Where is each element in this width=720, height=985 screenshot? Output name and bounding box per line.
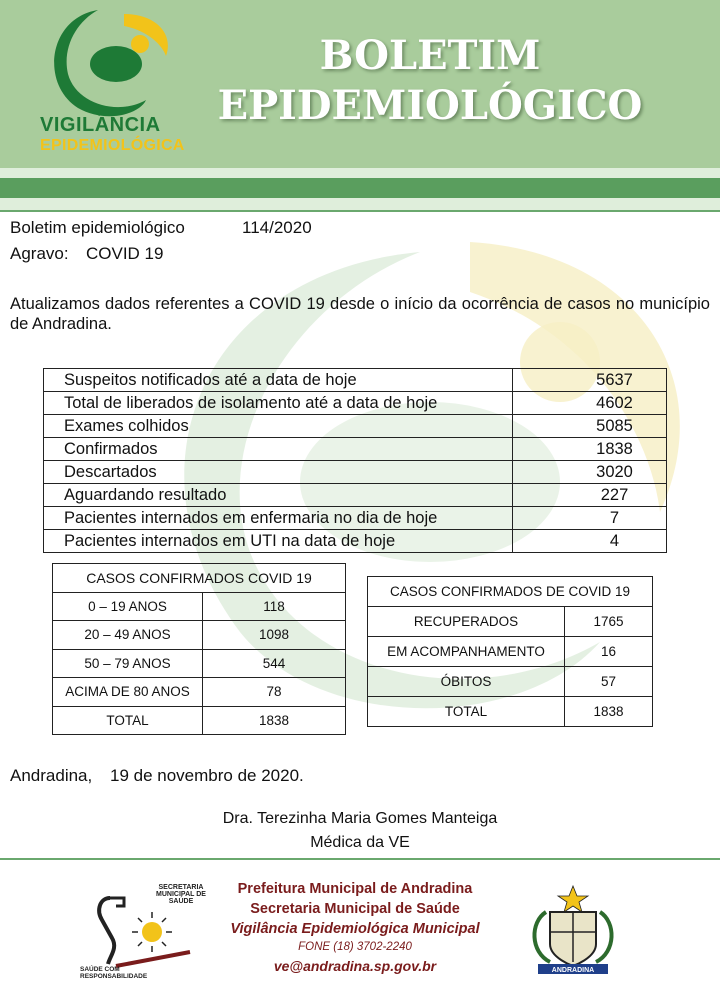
age-row	[53, 706, 346, 735]
summary-table	[43, 368, 667, 553]
summary-row	[44, 507, 667, 530]
age-label: 20 – 49 ANOS	[53, 621, 203, 650]
age-value: 118	[203, 592, 346, 621]
header	[0, 0, 720, 168]
footer	[0, 862, 720, 985]
age-label: TOTAL	[53, 706, 203, 735]
summary-value: 4602	[513, 392, 667, 415]
age-table-header-row	[53, 564, 346, 593]
bulletin-number: 114/2020	[242, 218, 312, 237]
summary-value: 5637	[513, 369, 667, 392]
footer-email[interactable]: ve@andradina.sp.gov.br	[273, 958, 437, 974]
status-row	[368, 697, 653, 727]
age-table-header: CASOS CONFIRMADOS COVID 19	[53, 564, 346, 593]
summary-label: Exames colhidos	[44, 415, 513, 438]
status-label: TOTAL	[368, 697, 565, 727]
summary-row	[44, 438, 667, 461]
status-table-header-row	[368, 577, 653, 607]
status-row	[368, 607, 653, 637]
sec-logo-motto: SAÚDE COM RESPONSABILIDADE	[80, 966, 148, 980]
summary-row	[44, 392, 667, 415]
age-row	[53, 621, 346, 650]
age-table	[52, 563, 346, 735]
intro-paragraph: Atualizamos dados referentes a COVID 19 desde o início da ocorrência de casos no município de Andradina.	[10, 295, 710, 333]
summary-value: 3020	[513, 461, 667, 484]
age-value: 544	[203, 649, 346, 678]
summary-value: 227	[513, 484, 667, 507]
bulletin-body	[0, 210, 720, 860]
summary-row	[44, 530, 667, 553]
summary-row	[44, 484, 667, 507]
age-row	[53, 592, 346, 621]
title-line-2: EPIDEMIOLÓGICO	[217, 82, 643, 129]
footer-secretaria: Secretaria Municipal de Saúde	[250, 901, 460, 917]
summary-label: Pacientes internados em enfermaria no dia de hoje	[44, 507, 513, 530]
status-value: 57	[565, 667, 653, 697]
age-value: 1098	[203, 621, 346, 650]
status-value: 1838	[565, 697, 653, 727]
signer-role: Médica da VE	[310, 834, 410, 851]
logo-text-epidemiologica: EPIDEMIOLÓGICA	[40, 137, 185, 154]
status-row	[368, 667, 653, 697]
status-label: RECUPERADOS	[368, 607, 565, 637]
divider-band-dark	[0, 178, 720, 198]
summary-value: 5085	[513, 415, 667, 438]
summary-label: Aguardando resultado	[44, 484, 513, 507]
age-value: 1838	[203, 706, 346, 735]
status-table-header: CASOS CONFIRMADOS DE COVID 19	[368, 577, 653, 607]
agravo-value: COVID 19	[86, 244, 164, 263]
summary-row	[44, 369, 667, 392]
summary-label: Confirmados	[44, 438, 513, 461]
divider-band-light	[0, 168, 720, 178]
summary-row	[44, 461, 667, 484]
footer-phone: FONE (18) 3702-2240	[298, 941, 412, 953]
summary-label: Descartados	[44, 461, 513, 484]
summary-label: Total de liberados de isolamento até a data de hoje	[44, 392, 513, 415]
summary-value: 7	[513, 507, 667, 530]
logo-text-vigilancia: VIGILÂNCIA	[40, 114, 161, 136]
summary-label: Suspeitos notificados até a data de hoje	[44, 369, 513, 392]
sec-logo-title: SECRETARIA MUNICIPAL DE SAÚDE	[156, 884, 206, 905]
status-value: 16	[565, 637, 653, 667]
title-line-1: BOLETIM	[319, 32, 541, 79]
age-row	[53, 678, 346, 707]
age-label: 50 – 79 ANOS	[53, 649, 203, 678]
divider-band-light-2	[0, 198, 720, 210]
status-label: EM ACOMPANHAMENTO	[368, 637, 565, 667]
coat-of-arms-icon	[520, 882, 626, 978]
status-row	[368, 637, 653, 667]
agravo-label: Agravo:	[10, 244, 69, 263]
age-row	[53, 649, 346, 678]
closing-date: 19 de novembro de 2020.	[110, 766, 304, 785]
footer-vigilancia: Vigilância Epidemiológica Municipal	[230, 921, 480, 937]
summary-row	[44, 415, 667, 438]
age-label: 0 – 19 ANOS	[53, 592, 203, 621]
age-value: 78	[203, 678, 346, 707]
closing-place: Andradina,	[10, 766, 93, 785]
signer-name: Dra. Terezinha Maria Gomes Manteiga	[222, 810, 498, 827]
status-value: 1765	[565, 607, 653, 637]
summary-value: 4	[513, 530, 667, 553]
status-table	[367, 576, 653, 727]
summary-label: Pacientes internados em UTI na data de hoje	[44, 530, 513, 553]
summary-value: 1838	[513, 438, 667, 461]
footer-prefeitura: Prefeitura Municipal de Andradina	[237, 881, 473, 897]
status-label: ÓBITOS	[368, 667, 565, 697]
bulletin-label: Boletim epidemiológico	[10, 218, 185, 237]
age-label: ACIMA DE 80 ANOS	[53, 678, 203, 707]
coat-label: ANDRADINA	[551, 967, 595, 974]
